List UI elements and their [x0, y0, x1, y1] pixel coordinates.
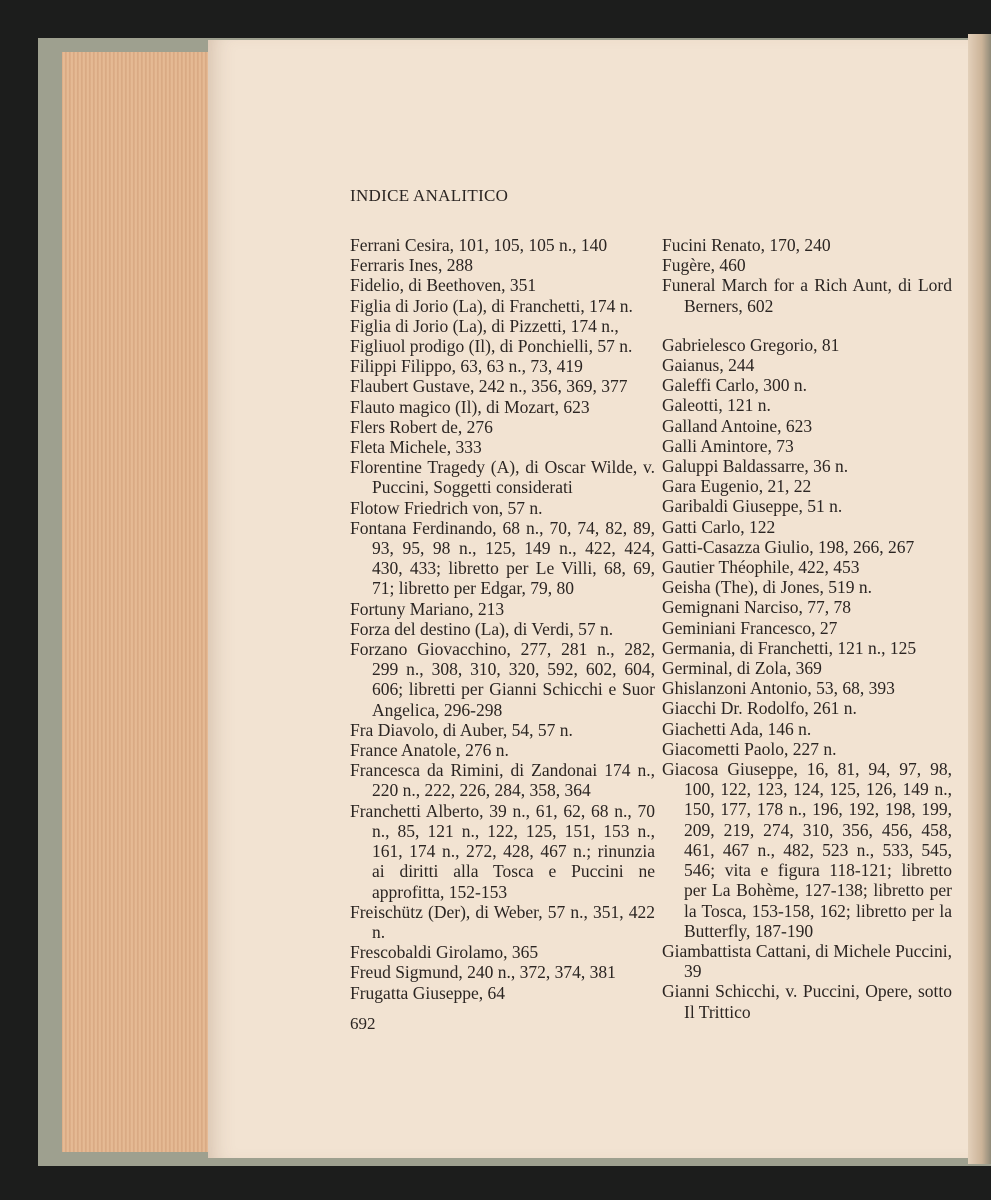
index-entry: Freischütz (Der), di Weber, 57 n., 351, 422 n. [350, 901, 655, 942]
index-entry: Figlia di Jorio (La), di Franchetti, 174 n. [350, 295, 633, 316]
index-entry: Galuppi Baldassarre, 36 n. [662, 456, 849, 477]
index-entry: France Anatole, 276 n. [350, 740, 509, 761]
index-entry: Frugatta Giuseppe, 64 [350, 982, 506, 1003]
index-entry: Galeotti, 121 n. [662, 395, 771, 416]
index-entry: Fidelio, di Beethoven, 351 [350, 275, 537, 296]
index-entry: Ferraris Ines, 288 [350, 255, 473, 276]
index-entry: Giachetti Ada, 146 n. [662, 718, 812, 739]
index-group-f [662, 235, 952, 316]
index-entry: Funeral March for a Rich Aunt, di Lord Berners, 602 [662, 275, 952, 316]
index-column-right [662, 235, 952, 1022]
index-entry: Filippi Filippo, 63, 63 n., 73, 419 [350, 356, 583, 377]
index-entry: Fontana Ferdinando, 68 n., 70, 74, 82, 89, 93, 95, 98 n., 125, 149 n., 422, 424, 430, 433; libretto per Le Villi, 68, 69, 71; libretto per Edgar, 79, 80 [350, 517, 655, 599]
index-entry: Ferrani Cesira, 101, 105, 105 n., 140 [350, 235, 608, 255]
page-number: 692 [350, 1014, 376, 1033]
index-entry: Gemignani Narciso, 77, 78 [662, 597, 852, 618]
index-entry: Flauto magico (Il), di Mozart, 623 [350, 396, 590, 417]
index-entry: Gabrielesco Gregorio, 81 [662, 334, 840, 355]
page-block-edge [62, 52, 213, 1152]
index-entry: Figliuol prodigo (Il), di Ponchielli, 57 n. [350, 336, 633, 357]
index-entry: Fugère, 460 [662, 255, 746, 276]
index-entry: Ghislanzoni Antonio, 53, 68, 393 [662, 678, 895, 699]
index-entry: Giacosa Giuseppe, 16, 81, 94, 97, 98, 100, 122, 123, 124, 125, 126, 149 n., 150, 177, 178 n., 196, 192, 198, 199, 209, 219, 274, 310, 356, 456, 458, 461, 467 n., 482, 523 n., 533, 545, 546; vita e figura 118-121; libretto per La Bohème, 127-138; libretto per la Tosca, 153-158, 162; libretto per la Butterfly, 187-190 [662, 759, 952, 941]
index-entry: Figlia di Jorio (La), di Pizzetti, 174 n., [350, 315, 619, 336]
page-gutter [968, 34, 991, 1164]
index-entry: Geminiani Francesco, 27 [662, 617, 838, 638]
index-entry: Florentine Tragedy (A), di Oscar Wilde, v. Puccini, Soggetti considerati [350, 457, 655, 498]
index-entry: Garibaldi Giuseppe, 51 n. [662, 496, 843, 517]
index-entry: Flaubert Gustave, 242 n., 356, 369, 377 [350, 376, 628, 397]
index-entry: Gatti Carlo, 122 [662, 516, 776, 537]
index-entry: Gianni Schicchi, v. Puccini, Opere, sotto Il Trittico [662, 981, 952, 1022]
index-entry: Forza del destino (La), di Verdi, 57 n. [350, 618, 614, 639]
index-entry: Flers Robert de, 276 [350, 416, 493, 437]
index-entry: Galeffi Carlo, 300 n. [662, 375, 807, 396]
index-entry: Frescobaldi Girolamo, 365 [350, 942, 539, 963]
index-entry: Geisha (The), di Jones, 519 n. [662, 577, 872, 598]
index-entry: Giacchi Dr. Rodolfo, 261 n. [662, 698, 857, 719]
index-entry: Gara Eugenio, 21, 22 [662, 476, 812, 497]
index-entry: Forzano Giovacchino, 277, 281 n., 282, 299 n., 308, 310, 320, 592, 602, 604, 606; libretti per Gianni Schicchi e Suor Angelica, 296-298 [350, 639, 655, 720]
index-group-g [662, 335, 952, 1022]
index-entry: Galland Antoine, 623 [662, 415, 813, 436]
index-entry: Galli Amintore, 73 [662, 435, 794, 456]
index-entry: Fra Diavolo, di Auber, 54, 57 n. [350, 719, 573, 740]
index-entry: Gaianus, 244 [662, 355, 755, 376]
index-entry: Gautier Théophile, 422, 453 [662, 557, 860, 578]
index-column-left [350, 235, 655, 1003]
index-entry: Fleta Michele, 333 [350, 437, 482, 458]
index-entry: Flotow Friedrich von, 57 n. [350, 497, 543, 518]
index-entry: Franchetti Alberto, 39 n., 61, 62, 68 n., 70 n., 85, 121 n., 122, 125, 151, 153 n., 161, 174 n., 272, 428, 467 n.; rinunzia ai diritti alla Tosca e Puccini ne approfitta, 152-153 [350, 800, 655, 902]
index-entry: Germinal, di Zola, 369 [662, 658, 822, 679]
index-entry: Gatti-Casazza Giulio, 198, 266, 267 [662, 536, 915, 557]
page-header: INDICE ANALITICO [350, 186, 509, 205]
index-entry: Fortuny Mariano, 213 [350, 598, 505, 619]
index-entry: Germania, di Franchetti, 121 n., 125 [662, 637, 917, 658]
index-entry: Giacometti Paolo, 227 n. [662, 738, 837, 759]
letter-gap [662, 316, 952, 335]
index-entry: Fucini Renato, 170, 240 [662, 235, 831, 255]
index-entry: Giambattista Cattani, di Michele Puccini, 39 [662, 940, 952, 982]
index-entry: Francesca da Rimini, di Zandonai 174 n., 220 n., 222, 226, 284, 358, 364 [350, 760, 655, 801]
index-entry: Freud Sigmund, 240 n., 372, 374, 381 [350, 962, 616, 983]
